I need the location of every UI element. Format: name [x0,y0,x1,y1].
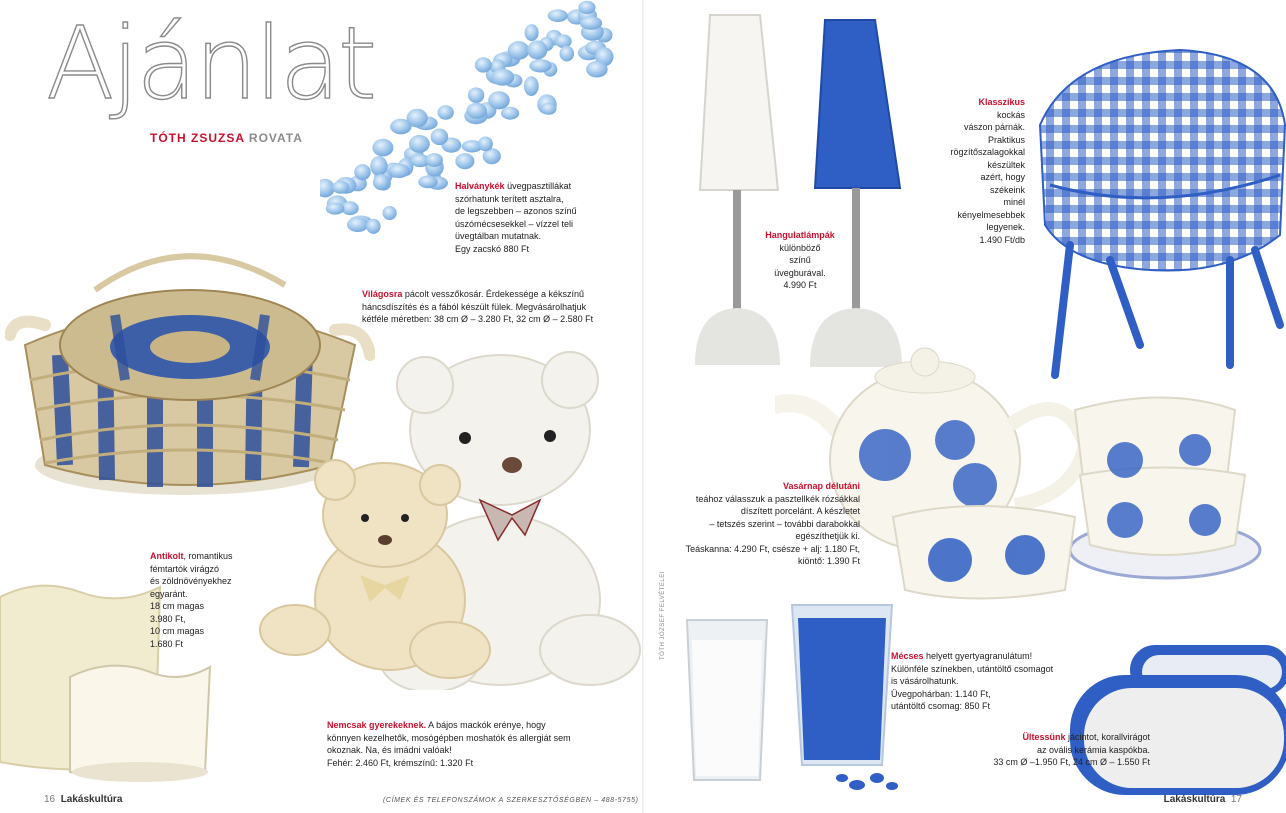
glass-pebble [438,105,454,119]
caption-line: és zöldnövényekhez [150,576,232,586]
glass-pebble [373,174,389,190]
column-label: ROVATA [248,131,303,145]
caption-line: helyett gyertyagranulátum! [923,651,1033,661]
glass-pebble [475,57,492,72]
magazine-name-right: Lakáskultúra [1163,794,1226,805]
caption-line: , romantikus [183,551,233,561]
caption-line: színű [789,255,811,265]
caption-line: Különféle színekben, utántöltő csomagot [891,663,1054,674]
caption-line: 18 cm magas [150,601,205,611]
caption-heading: Mécses [891,651,924,661]
glass-pebble [431,129,449,146]
caption-line: fémtartók virágzó [150,563,220,574]
caption-line: egyaránt. [150,588,188,599]
caption-line: üvegpasztillákat [507,181,572,191]
caption-line: Praktikus [987,134,1025,145]
glass-pebble [501,107,519,120]
caption-line: Fehér: 2.460 Ft, krémszínű: 1.320 Ft [327,757,474,768]
caption-line: az ovális kerámia kaspókba. [1036,744,1150,755]
glass-pebble [586,61,608,78]
glass-pebble [548,9,568,22]
glass-pebble [354,164,371,180]
caption-glass-pebbles [455,180,625,255]
caption-planters [150,550,260,650]
caption-line: háncsdíszítés és a fából készült fülek. Megvásárolhatjuk [362,301,587,312]
caption-line: üvegburával. [774,267,826,278]
glass-pebble [418,176,438,189]
caption-line: könnyen kezelhetők, mosógépben moshatók és allergiát sem [327,732,571,743]
checked-cushion-image [1030,45,1286,385]
caption-line: rögzítőszalagokkal [950,147,1025,157]
oval-ceramic-pots-image [1070,640,1286,800]
caption-line: 4.990 Ft [783,280,817,290]
caption-cushion [920,96,1025,246]
caption-heading: Klasszikus [978,97,1025,107]
author-name: TÓTH ZSUZSA [150,131,245,145]
glass-pebble [541,103,557,115]
caption-line: teához válasszuk a pasztellkék rózsákkal [695,493,860,504]
caption-teddy-bears [327,719,617,769]
caption-line: minél [1003,197,1025,207]
caption-line: Üvegpohárban: 1.140 Ft, [891,688,991,699]
glass-pebble [468,87,484,103]
page-number-right: 17 [1230,794,1242,805]
glass-pebble [455,153,474,169]
byline [150,131,303,145]
glass-pebble [560,46,575,62]
glass-pebble [409,135,430,153]
caption-line: kockás [996,109,1025,120]
caption-line: székeink [989,184,1025,195]
caption-line: Egy zacskó 880 Ft [455,243,530,254]
caption-line: kényelmesebbek [957,209,1025,220]
caption-line: 10 cm magas [150,626,205,636]
caption-line: 1.490 Ft/db [979,234,1025,245]
caption-heading: Hangulatlámpák [765,230,835,240]
photo-credit: TÓTH JÓZSEF FELVÉTELEI [660,571,666,660]
caption-heading: Világosra [362,289,403,299]
right-folio [1164,794,1242,805]
caption-line: jácintot, korallvirágot [1065,732,1150,742]
glass-pebble [527,41,547,60]
caption-line: vászon párnák. [963,122,1025,132]
glass-pebble [332,181,349,194]
caption-line: 3.980 Ft, [150,613,186,624]
caption-line: díszített porcelánt. A készletet [740,506,860,516]
magazine-name-left: Lakáskultúra [60,794,123,805]
glass-pebble [524,76,539,96]
cream-teddy [260,460,490,678]
glass-pebble [372,139,393,157]
caption-line: egészíthetjük ki. [795,531,860,541]
mood-lamps-image [690,10,920,370]
caption-line: 33 cm Ø –1.950 Ft, 24 cm Ø – 1.550 Ft [993,757,1150,767]
glass-pebble [370,156,387,176]
caption-line: is vásárolhatunk. [891,676,959,686]
glass-pebble [491,69,514,86]
caption-lamps [745,229,855,292]
caption-line: úszómécsesekkel – vízzel teli [455,218,574,229]
caption-line: 1.680 Ft [150,638,184,649]
glass-pebble [578,1,595,14]
caption-line: A bájos mackók erénye, hogy [426,720,546,730]
caption-line: pácolt vesszőkosár. Érdekessége a kékszínű [404,289,584,299]
caption-heading: Ültessünk [1022,732,1066,742]
caption-line: készültek [987,159,1025,170]
caption-heading: Antikolt [150,551,184,561]
caption-line: különböző [779,242,821,253]
caption-line: szórhatunk terített asztalra, [455,193,564,204]
glass-pebble [488,91,510,109]
caption-heading: Nemcsak gyerekeknek. [327,720,427,730]
glass-pebble [525,24,539,41]
caption-line: de legszebben – azonos színű [455,206,577,216]
caption-line: üvegtálban mutatnak. [455,231,542,241]
caption-line: Teáskanna: 4.290 Ft, csésze + alj: 1.180 Ft, [685,543,860,554]
caption-candle [891,650,1061,713]
caption-line: azért, hogy [980,172,1025,182]
glass-pebble [407,109,428,128]
caption-line: kétféle méretben: 38 cm Ø – 3.280 Ft, 32 cm Ø – 2.580 Ft [362,314,594,324]
teddy-bears-image [250,350,650,690]
caption-heading: Halványkék [455,181,505,191]
glass-pebble [555,34,572,48]
caption-line: utántöltő csomag: 850 Ft [891,701,991,711]
caption-line: kiöntő: 1.390 Ft [797,556,860,566]
caption-tea-set [660,480,860,568]
caption-line: okoznak. Na, és imádni valóak! [327,745,452,755]
page-number-left: 16 [44,794,56,805]
caption-pots [975,731,1150,769]
glass-pebble [580,16,602,29]
caption-line: – tetszés szerint – további darabokkal [709,518,860,529]
contact-note: (CÍMEK ÉS TELEFONSZÁMOK A SZERKESZTŐSÉGBEN – 488-5755) [383,797,639,804]
left-folio [44,794,122,805]
candle-granule-glasses-image [682,600,912,800]
caption-basket [362,288,632,326]
glass-pebble [478,137,493,152]
glass-pebble [466,103,487,119]
glass-pebble [426,153,443,167]
caption-line: legyenek. [986,222,1025,232]
glass-pebble [383,206,397,220]
glass-pebble [529,59,551,72]
page-title: Ajánlat [46,5,375,122]
caption-heading: Vasárnap délutáni [782,481,860,491]
